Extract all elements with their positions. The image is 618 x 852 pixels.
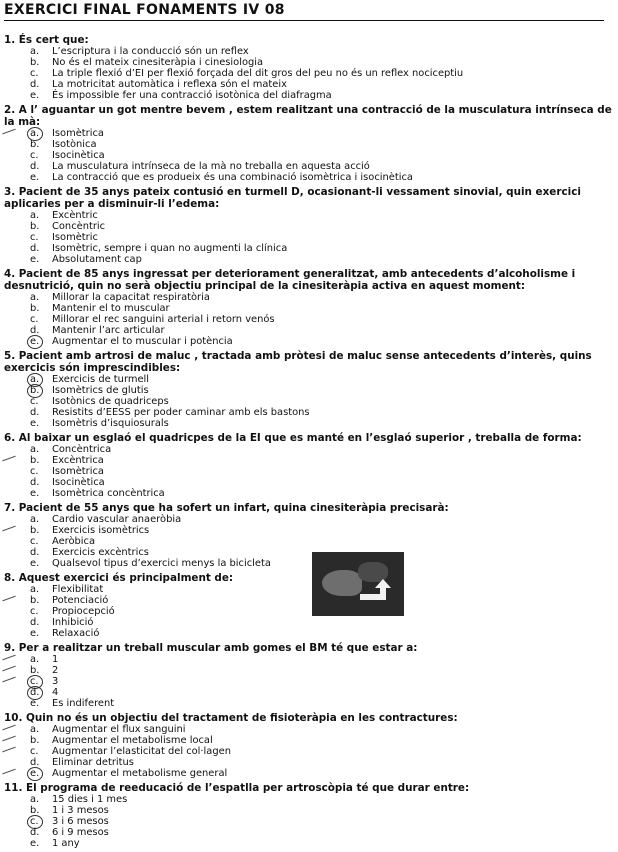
pencil-mark [2,456,15,462]
option-letter: b. [30,805,40,816]
answer-option [4,514,616,525]
answer-option [4,547,616,558]
answer-option [4,698,616,709]
question-stem: 5. Pacient amb artrosi de maluc , tractada amb pròtesi de maluc sense antecedents d’interès, quins exercicis són imprescindibles: [4,350,592,374]
question-7 [4,502,616,569]
option-letter: a. [30,46,40,57]
question-stem: 10. Quin no és un objectiu del tractament de fisioteràpia en les contractures: [4,712,458,724]
question-10 [4,712,616,779]
option-letter: a. [30,444,40,455]
option-letter: e. [30,90,40,101]
option-text: Excèntric [52,210,98,221]
answer-option [4,128,616,139]
option-letter: e. [30,768,40,779]
question-4 [4,268,616,347]
option-letter: c. [30,536,39,547]
answer-option [4,90,616,101]
question-9 [4,642,616,709]
option-text: Flexibilitat [52,584,104,595]
answer-option [4,303,616,314]
option-letter: a. [30,128,40,139]
answer-option [4,407,616,418]
option-text: Augmentar l’elasticitat del col·lagen [52,746,231,757]
option-letter: d. [30,325,40,336]
answer-option [4,584,616,595]
option-letter: b. [30,735,40,746]
option-letter: d. [30,547,40,558]
question-6 [4,432,616,499]
option-text: Relaxació [52,628,100,639]
option-text: Isomètris d’isquiosurals [52,418,169,429]
option-text: Isotònics de quadriceps [52,396,169,407]
option-letter: e. [30,838,40,849]
option-text: L’escriptura i la conducció són un reflex [52,46,249,57]
answer-option [4,617,616,628]
option-letter: b. [30,139,40,150]
answer-option [4,444,616,455]
option-letter: c. [30,314,39,325]
option-text: Millorar el rec sanguini arterial i retorn venós [52,314,275,325]
answer-option [4,455,616,466]
answer-option [4,595,616,606]
answer-option [4,254,616,265]
option-text: Inhibició [52,617,94,628]
answer-option [4,827,616,838]
option-text: 4 [52,687,59,698]
option-letter: e. [30,698,40,709]
option-text: Mantenir el to muscular [52,303,170,314]
question-11 [4,782,616,849]
option-text: Isomètric [52,232,98,243]
answer-option [4,525,616,536]
answer-option [4,665,616,676]
answer-option [4,687,616,698]
option-text: Concèntrica [52,444,112,455]
option-text: Isomètric, sempre i quan no augmenti la clínica [52,243,288,254]
option-text: Isocinètica [52,150,105,161]
answer-option [4,232,616,243]
option-text: La contracció que es produeix és una combinació isomètrica i isocinètica [52,172,413,183]
option-text: Cardio vascular anaeròbia [52,514,182,525]
option-letter: a. [30,584,40,595]
option-letter: c. [30,150,39,161]
answer-option [4,325,616,336]
option-letter: b. [30,525,40,536]
answer-option [4,221,616,232]
answer-option [4,292,616,303]
answer-option [4,139,616,150]
option-letter: a. [30,374,40,385]
option-letter: d. [30,687,40,698]
option-text: Augmentar el to muscular i potència [52,336,233,347]
option-letter: c. [30,816,39,827]
option-letter: a. [30,794,40,805]
option-letter: e. [30,418,40,429]
answer-option [4,374,616,385]
answer-option [4,466,616,477]
option-letter: e. [30,628,40,639]
pencil-mark [2,526,15,532]
question-list [4,34,616,852]
option-text: 1 any [52,838,80,849]
question-stem: 9. Per a realitzar un treball muscular amb gomes el BM té que estar a: [4,642,418,654]
answer-option [4,57,616,68]
question-3 [4,186,616,265]
option-letter: c. [30,746,39,757]
answer-option [4,477,616,488]
option-letter: d. [30,827,40,838]
option-letter: e. [30,254,40,265]
option-letter: b. [30,385,40,396]
option-letter: b. [30,221,40,232]
option-letter: c. [30,676,39,687]
question-stem: 6. Al baixar un esglaó el quadricpes de la EI que es manté en l’esglaó superior , treballa de forma: [4,432,582,444]
pencil-mark [2,677,15,683]
option-text: Isomètrics de glutis [52,385,149,396]
answer-option [4,768,616,779]
option-letter: e. [30,172,40,183]
answer-option [4,805,616,816]
option-text: Concèntric [52,221,106,232]
option-text: Millorar la capacitat respiratòria [52,292,210,303]
answer-option [4,628,616,639]
option-letter: b. [30,57,40,68]
option-letter: e. [30,488,40,499]
option-text: Absolutament cap [52,254,142,265]
question-stem: 8. Aquest exercici és principalment de: [4,572,234,584]
option-letter: d. [30,161,40,172]
option-letter: d. [30,243,40,254]
pencil-mark [2,655,15,661]
option-letter: d. [30,617,40,628]
option-text: 1 [52,654,59,665]
question-1 [4,34,616,101]
option-letter: d. [30,757,40,768]
option-letter: c. [30,68,39,79]
answer-option [4,243,616,254]
option-text: Exercicis isomètrics [52,525,150,536]
answer-option [4,336,616,347]
answer-option [4,150,616,161]
answer-option [4,488,616,499]
option-letter: a. [30,654,40,665]
option-text: Resistits d’EESS per poder caminar amb els bastons [52,407,310,418]
option-letter: a. [30,514,40,525]
option-letter: b. [30,595,40,606]
page-title: EXERCICI FINAL FONAMENTS IV 08 [4,2,604,21]
option-text: Qualsevol tipus d’exercici menys la bicicleta [52,558,271,569]
option-text: Aeròbica [52,536,96,547]
option-text: 3 i 6 mesos [52,816,109,827]
option-text: Propiocepció [52,606,115,617]
option-text: Isomètrica [52,128,104,139]
answer-option [4,385,616,396]
pencil-mark [2,736,15,742]
question-2 [4,104,616,183]
answer-option [4,536,616,547]
option-letter: d. [30,79,40,90]
answer-option [4,746,616,757]
answer-option [4,314,616,325]
question-stem: 3. Pacient de 35 anys pateix contusió en turmell D, ocasionant-li vessament sinovial, quin exercici aplicaries per a disminuir-li l’edema: [4,186,581,210]
option-text: Isomètrica [52,466,104,477]
answer-option [4,79,616,90]
answer-option [4,816,616,827]
answer-option [4,68,616,79]
option-text: Isocinètica [52,477,105,488]
option-text: 3 [52,676,59,687]
photo-leg-shape [322,570,362,596]
option-text: Augmentar el metabolisme general [52,768,228,779]
option-text: Exercicis excèntrics [52,547,149,558]
option-letter: c. [30,466,39,477]
option-text: Augmentar el metabolisme local [52,735,213,746]
answer-option [4,676,616,687]
arrow-icon-head [375,579,391,588]
answer-option [4,838,616,849]
option-text: Es indiferent [52,698,115,709]
option-text: La motricitat automàtica i reflexa són el mateix [52,79,287,90]
pencil-mark [2,725,15,731]
answer-option [4,558,616,569]
question-stem: 2. A l’ aguantar un got mentre bevem , estem realitzant una contracció de la musculatura intrínseca de la mà: [4,104,612,128]
option-text: És impossible fer una contracció isotònica del diafragma [52,90,332,101]
option-letter: c. [30,396,39,407]
pencil-mark [2,596,15,602]
option-text: Excèntrica [52,455,104,466]
option-letter: a. [30,292,40,303]
option-letter: a. [30,210,40,221]
answer-option [4,46,616,57]
answer-option [4,161,616,172]
option-text: Isomètrica concèntrica [52,488,165,499]
exercise-photo [312,552,404,616]
option-letter: c. [30,606,39,617]
option-text: Isotònica [52,139,97,150]
pencil-mark [2,129,15,135]
option-letter: e. [30,558,40,569]
answer-option [4,794,616,805]
option-letter: a. [30,724,40,735]
arrow-icon-stem [380,586,386,600]
answer-option [4,606,616,617]
question-stem: 4. Pacient de 85 anys ingressat per deteriorament generalitzat, amb antecedents d’alcoholisme i desnutrició, quin no serà objectiu principal de la cinesiteràpia activa en aquest moment: [4,268,576,292]
option-text: Augmentar el flux sanguini [52,724,186,735]
answer-option [4,172,616,183]
answer-option [4,418,616,429]
question-5 [4,350,616,429]
option-text: La musculatura intrínseca de la mà no treballa en aquesta acció [52,161,370,172]
answer-option [4,396,616,407]
pencil-mark [2,747,15,753]
option-text: Potenciació [52,595,109,606]
option-text: 6 i 9 mesos [52,827,109,838]
option-letter: b. [30,665,40,676]
option-text: No és el mateix cinesiteràpia i cinesiologia [52,57,264,68]
option-text: Eliminar detritus [52,757,134,768]
answer-option [4,210,616,221]
option-text: Mantenir l’arc articular [52,325,165,336]
answer-option [4,735,616,746]
option-text: Exercicis de turmell [52,374,150,385]
question-8 [4,572,616,639]
option-text: 15 dies i 1 mes [52,794,128,805]
pencil-mark [2,769,15,775]
pencil-mark [2,666,15,672]
option-letter: d. [30,477,40,488]
option-letter: b. [30,303,40,314]
option-text: La triple flexió d’EI per flexió forçada del dit gros del peu no és un reflex nociceptiu [52,68,464,79]
option-letter: c. [30,232,39,243]
question-stem: 7. Pacient de 55 anys que ha sofert un infart, quina cinesiteràpia precisarà: [4,502,449,514]
answer-option [4,724,616,735]
option-letter: d. [30,407,40,418]
option-letter: e. [30,336,40,347]
option-letter: b. [30,455,40,466]
answer-option [4,654,616,665]
question-stem: 1. És cert que: [4,34,89,46]
answer-option [4,757,616,768]
question-stem: 11. El programa de reeducació de l’espatlla per artroscòpia té que durar entre: [4,782,470,794]
option-text: 1 i 3 mesos [52,805,109,816]
option-text: 2 [52,665,59,676]
